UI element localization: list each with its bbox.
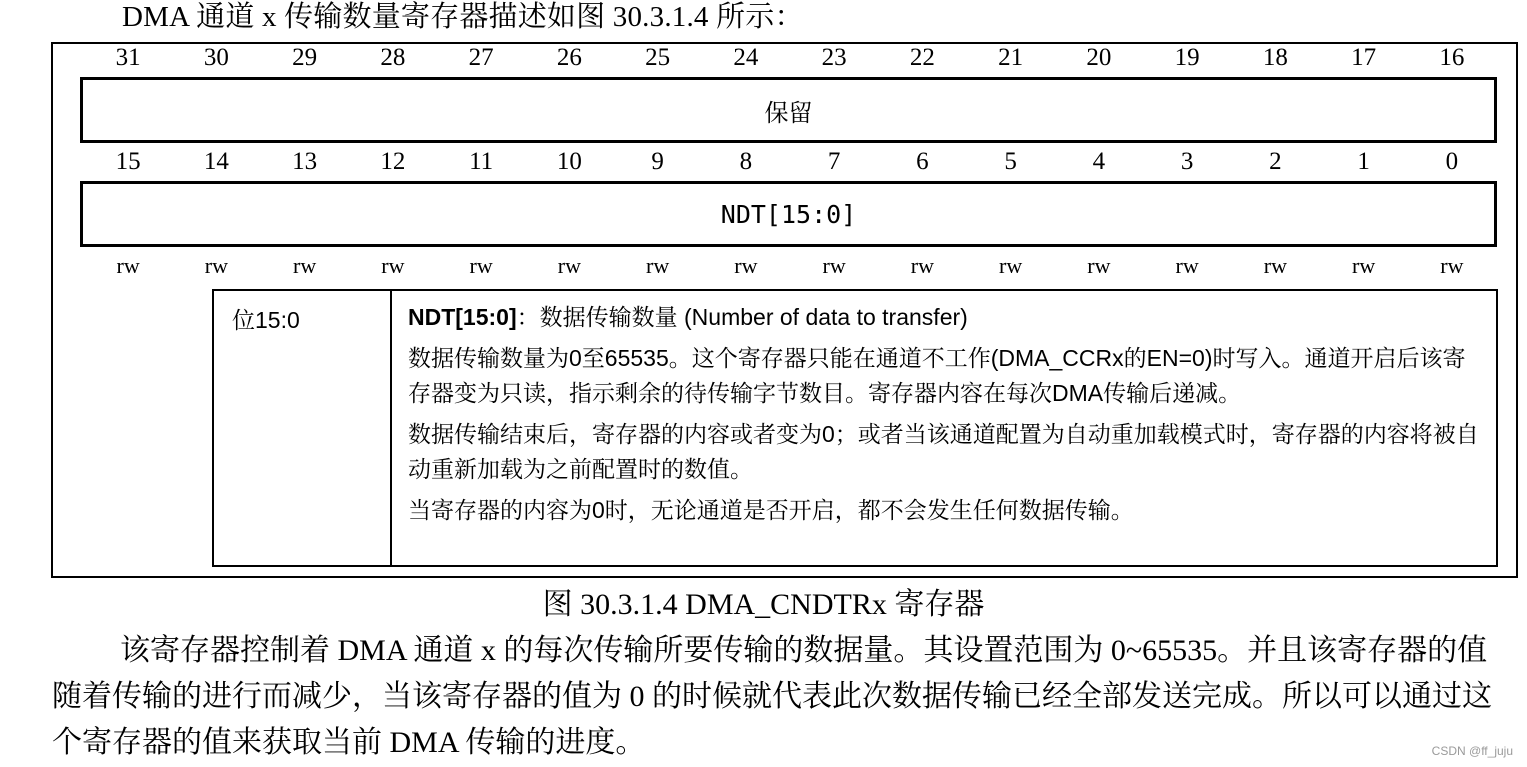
bit-number: 12 bbox=[380, 148, 406, 175]
access-type: rw bbox=[999, 253, 1023, 278]
reserved-field bbox=[80, 77, 1497, 143]
ndt-field bbox=[80, 181, 1497, 247]
bit-number: 4 bbox=[1092, 148, 1106, 175]
bit-number: 1 bbox=[1357, 148, 1370, 175]
access-type: rw bbox=[557, 253, 581, 278]
bit-number: 11 bbox=[469, 148, 494, 175]
bit-number: 5 bbox=[1004, 148, 1017, 175]
access-type: rw bbox=[1440, 253, 1464, 278]
high-bit-numbers bbox=[84, 43, 1496, 73]
description-paragraph-1: 数据传输数量为0至65535。这个寄存器只能在通道不工作(DMA_CCRx的EN=0)时写入。通道开启后该寄存器变为只读，指示剩余的待传输字节数目。寄存器内容在每次DMA传输后递减。 bbox=[408, 345, 1466, 406]
access-type: rw bbox=[646, 253, 670, 278]
watermark: CSDN @ff_juju bbox=[1431, 744, 1513, 758]
bit-number: 22 bbox=[909, 44, 935, 71]
bit-number: 23 bbox=[821, 44, 847, 71]
access-type: rw bbox=[469, 253, 493, 278]
bit-number: 8 bbox=[739, 148, 753, 175]
field-description-table bbox=[212, 289, 1498, 567]
bit-number: 10 bbox=[556, 148, 582, 175]
access-type: rw bbox=[910, 253, 934, 278]
bit-number: 9 bbox=[651, 148, 664, 175]
bit-number: 29 bbox=[292, 44, 318, 71]
access-type-row bbox=[84, 251, 1496, 281]
bit-number: 30 bbox=[203, 44, 229, 71]
bit-number: 14 bbox=[203, 148, 229, 175]
access-type: rw bbox=[293, 253, 317, 278]
description-field-name: NDT[15:0] bbox=[408, 304, 517, 330]
bit-number: 2 bbox=[1269, 148, 1282, 175]
bit-number: 18 bbox=[1262, 44, 1288, 71]
description-paragraph-2: 数据传输结束后，寄存器的内容或者变为0；或者当该通道配置为自动重加载模式时，寄存器的内容将被自动重新加载为之前配置时的数值。 bbox=[408, 421, 1479, 482]
ndt-field-label: NDT[15:0] bbox=[720, 199, 857, 229]
reserved-label: 保留 bbox=[764, 98, 813, 127]
access-type: rw bbox=[822, 253, 846, 278]
access-type: rw bbox=[734, 253, 758, 278]
bit-number: 6 bbox=[916, 148, 929, 175]
description-title-rest: ：数据传输数量 (Number of data to transfer) bbox=[516, 304, 968, 330]
bit-number: 13 bbox=[292, 148, 318, 175]
description-cell bbox=[392, 291, 1496, 565]
access-type: rw bbox=[1263, 253, 1287, 278]
bit-number: 16 bbox=[1439, 44, 1465, 71]
intro-text: DMA 通道 x 传输数量寄存器描述如图 30.3.1.4 所示： bbox=[122, 1, 804, 33]
low-bit-numbers bbox=[84, 147, 1496, 177]
bit-number: 25 bbox=[645, 44, 671, 71]
body-paragraph: 该寄存器控制着 DMA 通道 x 的每次传输所要传输的数据量。其设置范围为 0~65535。并且该寄存器的值随着传输的进行而减少，当该寄存器的值为 0 的时候就代表此次数据传输已经全部发送完成。所以可以通过这个寄存器的值来获取当前 DMA 传输的进度。 bbox=[52, 634, 1492, 759]
bit-number: 24 bbox=[733, 44, 759, 71]
description-paragraph-3: 当寄存器的内容为0时，无论通道是否开启，都不会发生任何数据传输。 bbox=[408, 497, 1134, 523]
bit-number: 7 bbox=[827, 148, 841, 175]
bit-number: 0 bbox=[1445, 148, 1459, 175]
bit-number: 17 bbox=[1351, 44, 1377, 71]
bits-cell: 位15:0 bbox=[214, 291, 392, 565]
description-title bbox=[408, 299, 1486, 335]
bit-number: 20 bbox=[1086, 44, 1112, 71]
access-type: rw bbox=[1352, 253, 1376, 278]
bit-number: 26 bbox=[556, 44, 582, 71]
bit-number: 21 bbox=[998, 44, 1024, 71]
figure-caption: 图 30.3.1.4 DMA_CNDTRx 寄存器 bbox=[542, 588, 985, 621]
bit-number: 28 bbox=[380, 44, 406, 71]
bit-number: 27 bbox=[468, 44, 494, 71]
access-type: rw bbox=[381, 253, 405, 278]
bit-number: 19 bbox=[1174, 44, 1200, 71]
access-type: rw bbox=[1087, 253, 1111, 278]
bit-number: 31 bbox=[115, 44, 141, 71]
access-type: rw bbox=[1175, 253, 1199, 278]
bit-number: 15 bbox=[115, 148, 141, 175]
access-type: rw bbox=[204, 253, 228, 278]
bit-number: 3 bbox=[1180, 148, 1194, 175]
access-type: rw bbox=[116, 253, 140, 278]
